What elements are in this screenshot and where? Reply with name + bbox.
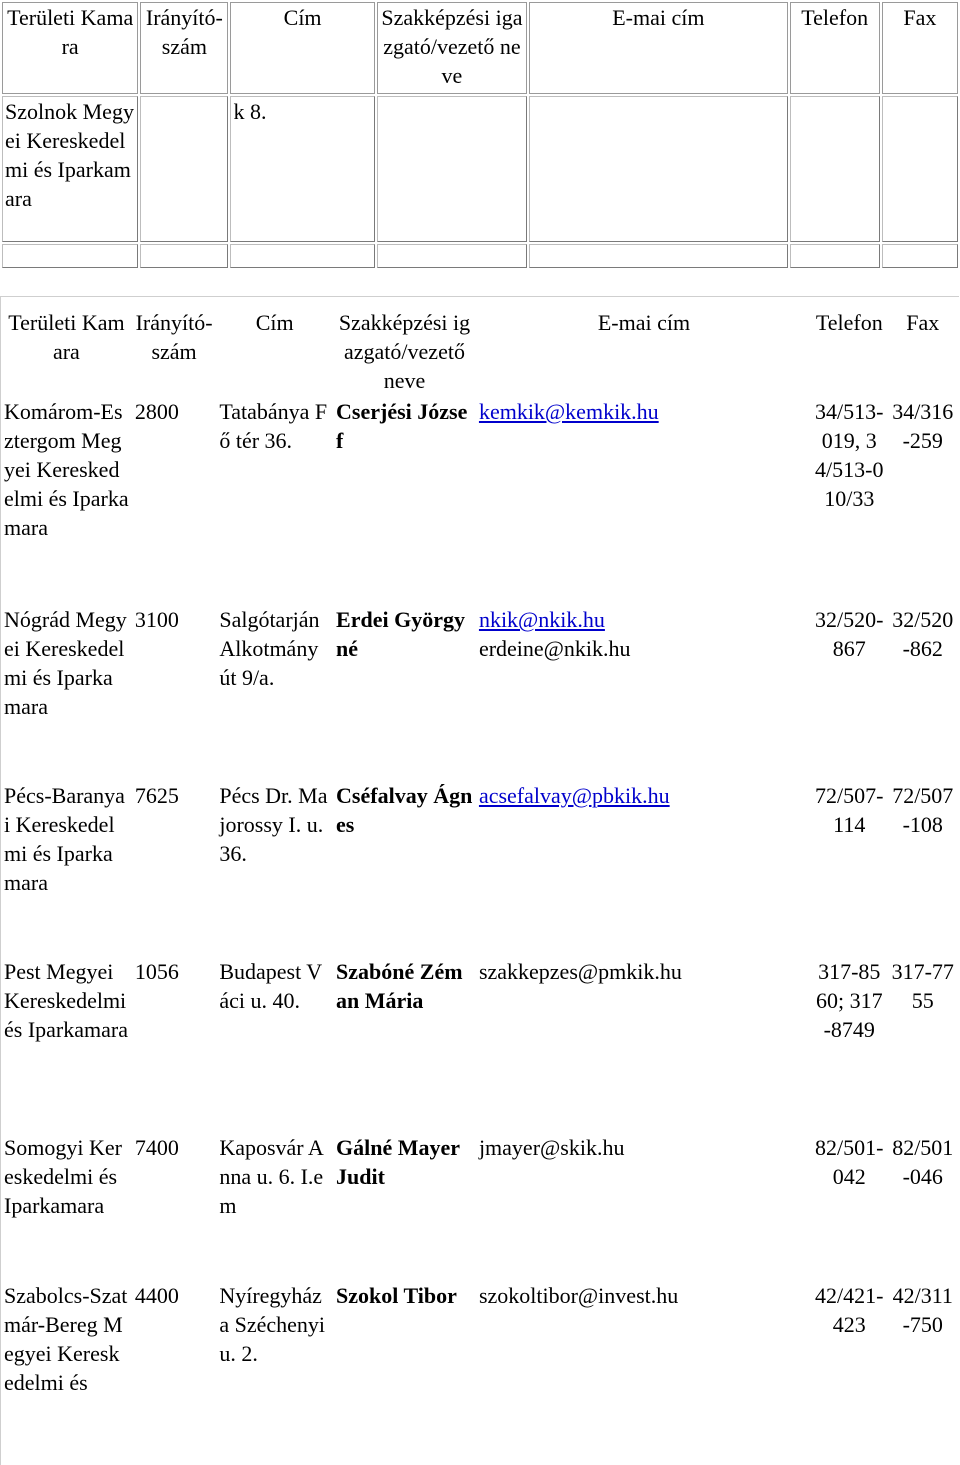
- header-cim: Cím: [230, 2, 374, 94]
- cell-igazgato: Cserjési József: [336, 399, 468, 453]
- cell-kamara: Komárom-Esztergom Megyei Kereskedelmi és Iparkamara: [4, 399, 129, 540]
- cell-telefon: 42/421-423: [815, 1283, 884, 1337]
- empty-cell: [529, 244, 788, 268]
- cell-fax: 32/520-862: [892, 607, 954, 661]
- empty-cell: [230, 244, 374, 268]
- cell-cim: Salgótarján Alkotmány út 9/a.: [219, 607, 320, 690]
- cell-igazgato: Szokol Tibor: [336, 1283, 457, 1308]
- cell-email: [477, 1281, 811, 1455]
- email-secondary: erdeine@nkik.hu: [478, 636, 631, 661]
- cell-email: [477, 781, 811, 955]
- email-link[interactable]: nkik@nkik.hu: [478, 607, 605, 632]
- header-irsz: Irányító-szám: [135, 310, 213, 364]
- email-text: szokoltibor@invest.hu: [478, 1283, 679, 1308]
- table-empty-row: [2, 244, 958, 268]
- cell-telefon: 82/501-042: [815, 1135, 884, 1189]
- empty-cell: [790, 244, 880, 268]
- table-row: [2, 397, 958, 603]
- cell-igazgato: Szabóné Zéman Mária: [336, 959, 463, 1013]
- cell-email: [529, 96, 788, 242]
- table-header-row: [2, 2, 958, 94]
- header-irsz: Irányító-szám: [140, 2, 228, 94]
- cell-email: [477, 605, 811, 779]
- cell-kamara: Pécs-Baranyai Kereskedelmi és Iparkamara: [4, 783, 125, 895]
- cell-kamara: Szabolcs-Szatmár-Bereg Megyei Kereskedelmi és: [4, 1283, 128, 1395]
- empty-cell: [140, 244, 228, 268]
- cell-irsz: [140, 96, 228, 242]
- header-email: E-mai cím: [597, 310, 691, 335]
- email-link[interactable]: kemkik@kemkik.hu: [478, 399, 659, 424]
- cell-kamara: Pest Megyei Kereskedelmi és Iparkamara: [4, 959, 128, 1042]
- cell-fax: 34/316-259: [892, 399, 954, 453]
- empty-cell: [2, 244, 138, 268]
- table-row: [2, 957, 958, 1131]
- table-row: [2, 1281, 958, 1455]
- table-row: [2, 781, 958, 955]
- cell-email: [477, 957, 811, 1131]
- cell-irsz: 7625: [134, 783, 179, 808]
- email-text: szakkepzes@pmkik.hu: [478, 959, 682, 984]
- cell-telefon: [790, 96, 880, 242]
- table-row: [2, 605, 958, 779]
- cell-fax: 72/507-108: [892, 783, 954, 837]
- header-fax: Fax: [882, 2, 958, 94]
- cell-fax: 42/311-750: [892, 1283, 953, 1337]
- cell-igazgato: [377, 96, 527, 242]
- header-telefon: Telefon: [815, 310, 883, 335]
- cell-kamara: Szolnok Megyei Kereskedelmi és Iparkamara: [2, 96, 138, 242]
- cell-igazgato: Gálné Mayer Judit: [336, 1135, 460, 1189]
- cell-cim: Nyíregyháza Széchenyi u. 2.: [219, 1283, 325, 1366]
- header-igazgato: Szakképzési igazgató/vezető neve: [338, 310, 471, 393]
- cell-cim: Pécs Dr. Majorossy I. u. 36.: [219, 783, 328, 866]
- chamber-table: [0, 306, 960, 1457]
- cell-telefon: 72/507-114: [815, 783, 884, 837]
- header-cim: Cím: [255, 310, 294, 335]
- cell-fax: 317-7755: [891, 959, 954, 1013]
- header-telefon: Telefon: [790, 2, 880, 94]
- table-row: [2, 96, 958, 242]
- header-fax: Fax: [906, 310, 940, 335]
- cell-igazgato: Cséfalvay Ágnes: [336, 783, 473, 837]
- empty-cell: [882, 244, 958, 268]
- chamber-table-top: [0, 0, 960, 270]
- cell-irsz: 4400: [134, 1283, 179, 1308]
- cell-kamara: Somogyi Kereskedelmi és Iparkamara: [4, 1135, 122, 1218]
- cell-telefon: 317-8560; 317-8749: [815, 959, 883, 1042]
- cell-cim: k 8.: [230, 96, 374, 242]
- cell-kamara: Nógrád Megyei Kereskedelmi és Iparkamara: [4, 607, 127, 719]
- cell-irsz: 1056: [134, 959, 179, 984]
- cell-cim: Budapest Váci u. 40.: [219, 959, 323, 1013]
- email-link[interactable]: acsefalvay@pbkik.hu: [478, 783, 670, 808]
- cell-email: [477, 397, 811, 603]
- email-text: jmayer@skik.hu: [478, 1135, 625, 1160]
- header-kamara: Területi Kamara: [2, 2, 138, 94]
- cell-fax: 82/501-046: [892, 1135, 954, 1189]
- cell-telefon: 32/520-867: [815, 607, 884, 661]
- header-email: E-mai cím: [529, 2, 788, 94]
- cell-email: [477, 1133, 811, 1279]
- cell-igazgato: Erdei Györgyné: [336, 607, 465, 661]
- header-kamara: Területi Kamara: [8, 310, 125, 364]
- cell-irsz: 2800: [134, 399, 179, 424]
- header-igazgato: Szakképzési igazgató/vezető neve: [377, 2, 527, 94]
- empty-cell: [377, 244, 527, 268]
- cell-irsz: 7400: [134, 1135, 179, 1160]
- cell-cim: Kaposvár Anna u. 6. I.em: [219, 1135, 324, 1218]
- cell-fax: [882, 96, 958, 242]
- table-header-row: [2, 308, 958, 395]
- cell-telefon: 34/513-019, 34/513-010/33: [815, 399, 884, 511]
- cell-irsz: 3100: [134, 607, 179, 632]
- table-row: [2, 1133, 958, 1279]
- cell-cim: Tatabánya Fő tér 36.: [219, 399, 328, 453]
